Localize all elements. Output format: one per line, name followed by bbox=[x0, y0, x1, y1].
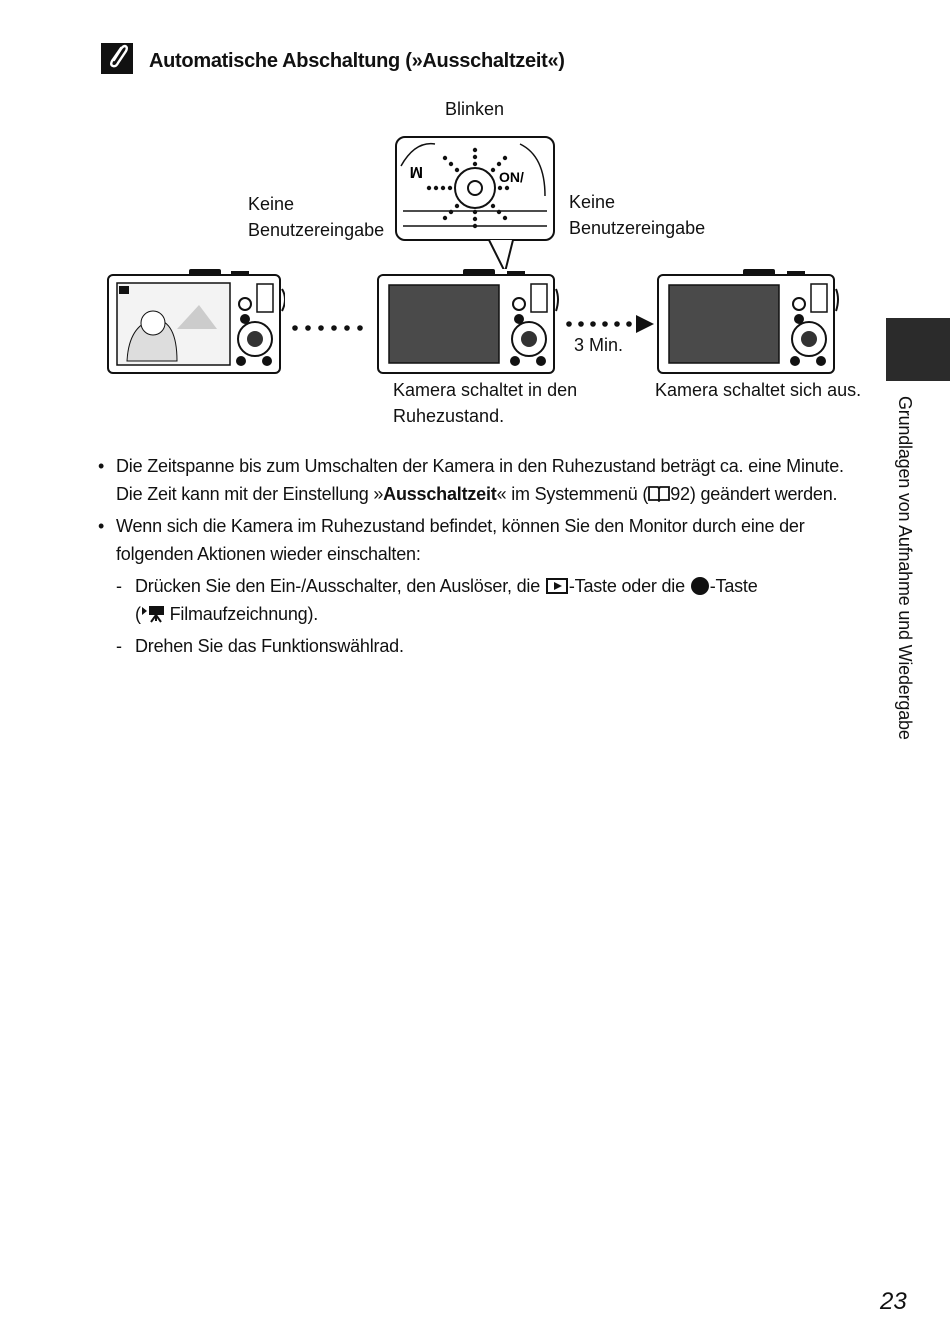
no-input-left-label: Keine Benutzereingabe bbox=[248, 194, 385, 240]
page-number: 23 bbox=[880, 1288, 907, 1315]
bullet-item-timeout: • Die Zeitspanne bis zum Umschalten der Kamera in den Ruhezustand beträgt ca. eine Minute. Die Zeit kann mit der Einstellung »Ausschaltzeit« im Systemmenü ( 92) geändert werden. bbox=[98, 452, 848, 508]
playback-button-icon bbox=[546, 578, 568, 594]
page-reference-icon bbox=[648, 482, 670, 499]
blink-label: Blinken bbox=[445, 99, 505, 119]
off-caption: Kamera schaltet sich aus. bbox=[655, 380, 862, 400]
bullet-list bbox=[98, 452, 848, 660]
note-pencil-icon bbox=[101, 43, 133, 74]
no-input-right-label: Keine Benutzereingabe bbox=[569, 192, 706, 238]
section-heading: Automatische Abschaltung (»Ausschaltzeit«) bbox=[149, 50, 565, 72]
camera-off-illustration bbox=[657, 269, 839, 380]
sub-item-buttons: - Drücken Sie den Ein-/Ausschalter, den Auslöser, die -Taste oder die -Taste ( Filmaufzeichnung). bbox=[116, 576, 758, 624]
bullet-icon: • bbox=[98, 456, 105, 476]
movie-camera-icon bbox=[141, 604, 165, 624]
standby-caption: Kamera schaltet in den Ruhezustand. bbox=[393, 380, 578, 426]
setting-name: Ausschaltzeit bbox=[383, 484, 497, 504]
camera-standby-illustration bbox=[377, 269, 559, 380]
dial-on-text: ON/ bbox=[499, 169, 524, 185]
camera-active-illustration bbox=[107, 269, 285, 380]
dotted-connector-1 bbox=[292, 319, 368, 337]
page-reference-link[interactable]: 92 bbox=[670, 484, 690, 504]
power-button-closeup bbox=[395, 136, 557, 279]
record-button-icon bbox=[691, 577, 709, 595]
bullet-item-wake: • Wenn sich die Kamera im Ruhezustand befindet, können Sie den Monitor durch eine der folgenden Aktionen wieder einschalten: bbox=[98, 512, 848, 568]
bullet-icon: • bbox=[98, 516, 105, 536]
sub-item-dial: - Drehen Sie das Funktionswählrad. bbox=[116, 636, 404, 656]
chapter-title: Grundlagen von Aufnahme und Wiedergabe bbox=[895, 396, 915, 740]
chapter-tab[interactable] bbox=[886, 318, 950, 381]
duration-label: 3 Min. bbox=[574, 335, 624, 355]
svg-text:M: M bbox=[409, 163, 423, 180]
